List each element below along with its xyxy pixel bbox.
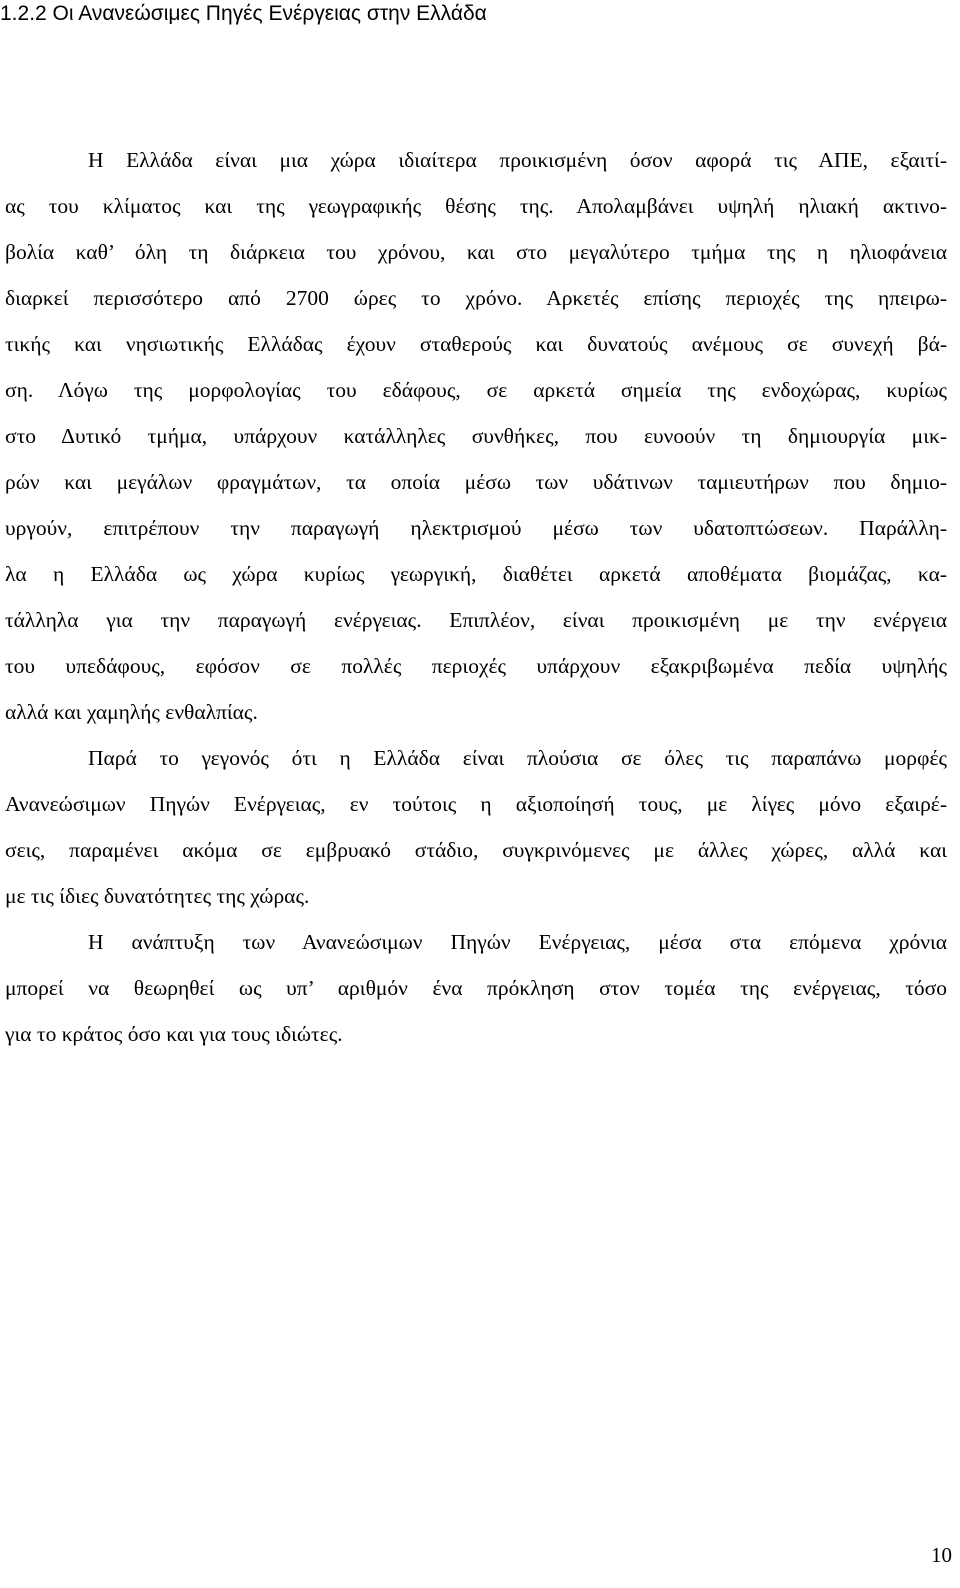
text-line: ας του κλίματος και της γεωγραφικής θέσης της. Απολαμβάνει υψηλή ηλιακή ακτινο- bbox=[5, 194, 947, 218]
text-line: σεις, παραμένει ακόμα σε εμβρυακό στάδιο, συγκρινόμενες με άλλες χώρες, αλλά και bbox=[5, 838, 947, 862]
text-line: λα η Ελλάδα ως χώρα κυρίως γεωργική, διαθέτει αρκετά αποθέματα βιομάζας, κα- bbox=[5, 562, 947, 586]
text-line: τάλληλα για την παραγωγή ενέργειας. Επιπλέον, είναι προικισμένη με την ενέργεια bbox=[5, 608, 947, 632]
text-line: υργούν, επιτρέπουν την παραγωγή ηλεκτρισμού μέσω των υδατοπτώσεων. Παράλλη- bbox=[5, 516, 947, 540]
text-line: για το κράτος όσο και για τους ιδιώτες. bbox=[5, 1022, 343, 1046]
text-line: αλλά και χαμηλής ενθαλπίας. bbox=[5, 700, 258, 724]
text-line: διαρκεί περισσότερο από 2700 ώρες το χρόνο. Αρκετές επίσης περιοχές της ηπειρω- bbox=[5, 286, 947, 310]
text-line: ρών και μεγάλων φραγμάτων, τα οποία μέσω των υδάτινων ταμιευτήρων που δημιο- bbox=[5, 470, 947, 494]
text-line: του υπεδάφους, εφόσον σε πολλές περιοχές υπάρχουν εξακριβωμένα πεδία υψηλής bbox=[5, 654, 947, 678]
text-line: βολία καθ’ όλη τη διάρκεια του χρόνου, και στο μεγαλύτερο τμήμα της η ηλιοφάνεια bbox=[5, 240, 947, 264]
section-heading: 1.2.2 Οι Ανανεώσιμες Πηγές Ενέργειας στην Ελλάδα bbox=[0, 2, 487, 25]
text-line: στο Δυτικό τμήμα, υπάρχουν κατάλληλες συνθήκες, που ευνοούν τη δημιουργία μικ- bbox=[5, 424, 947, 448]
page-number: 10 bbox=[931, 1543, 952, 1567]
text-line: ση. Λόγω της μορφολογίας του εδάφους, σε αρκετά σημεία της ενδοχώρας, κυρίως bbox=[5, 378, 947, 402]
text-line: τικής και νησιωτικής Ελλάδας έχουν σταθερούς και δυνατούς ανέμους σε συνεχή βά- bbox=[5, 332, 947, 356]
text-line: Η Ελλάδα είναι μια χώρα ιδιαίτερα προικισμένη όσον αφορά τις ΑΠΕ, εξαιτί- bbox=[88, 148, 947, 172]
text-line: Η ανάπτυξη των Ανανεώσιμων Πηγών Ενέργειας, μέσα στα επόμενα χρόνια bbox=[88, 930, 947, 954]
text-line: μπορεί να θεωρηθεί ως υπ’ αριθμόν ένα πρόκληση στον τομέα της ενέργειας, τόσο bbox=[5, 976, 947, 1000]
text-line: με τις ίδιες δυνατότητες της χώρας. bbox=[5, 884, 310, 908]
text-line: Ανανεώσιμων Πηγών Ενέργειας, εν τούτοις η αξιοποίησή τους, με λίγες μόνο εξαιρέ- bbox=[5, 792, 947, 816]
text-line: Παρά το γεγονός ότι η Ελλάδα είναι πλούσια σε όλες τις παραπάνω μορφές bbox=[88, 746, 947, 770]
